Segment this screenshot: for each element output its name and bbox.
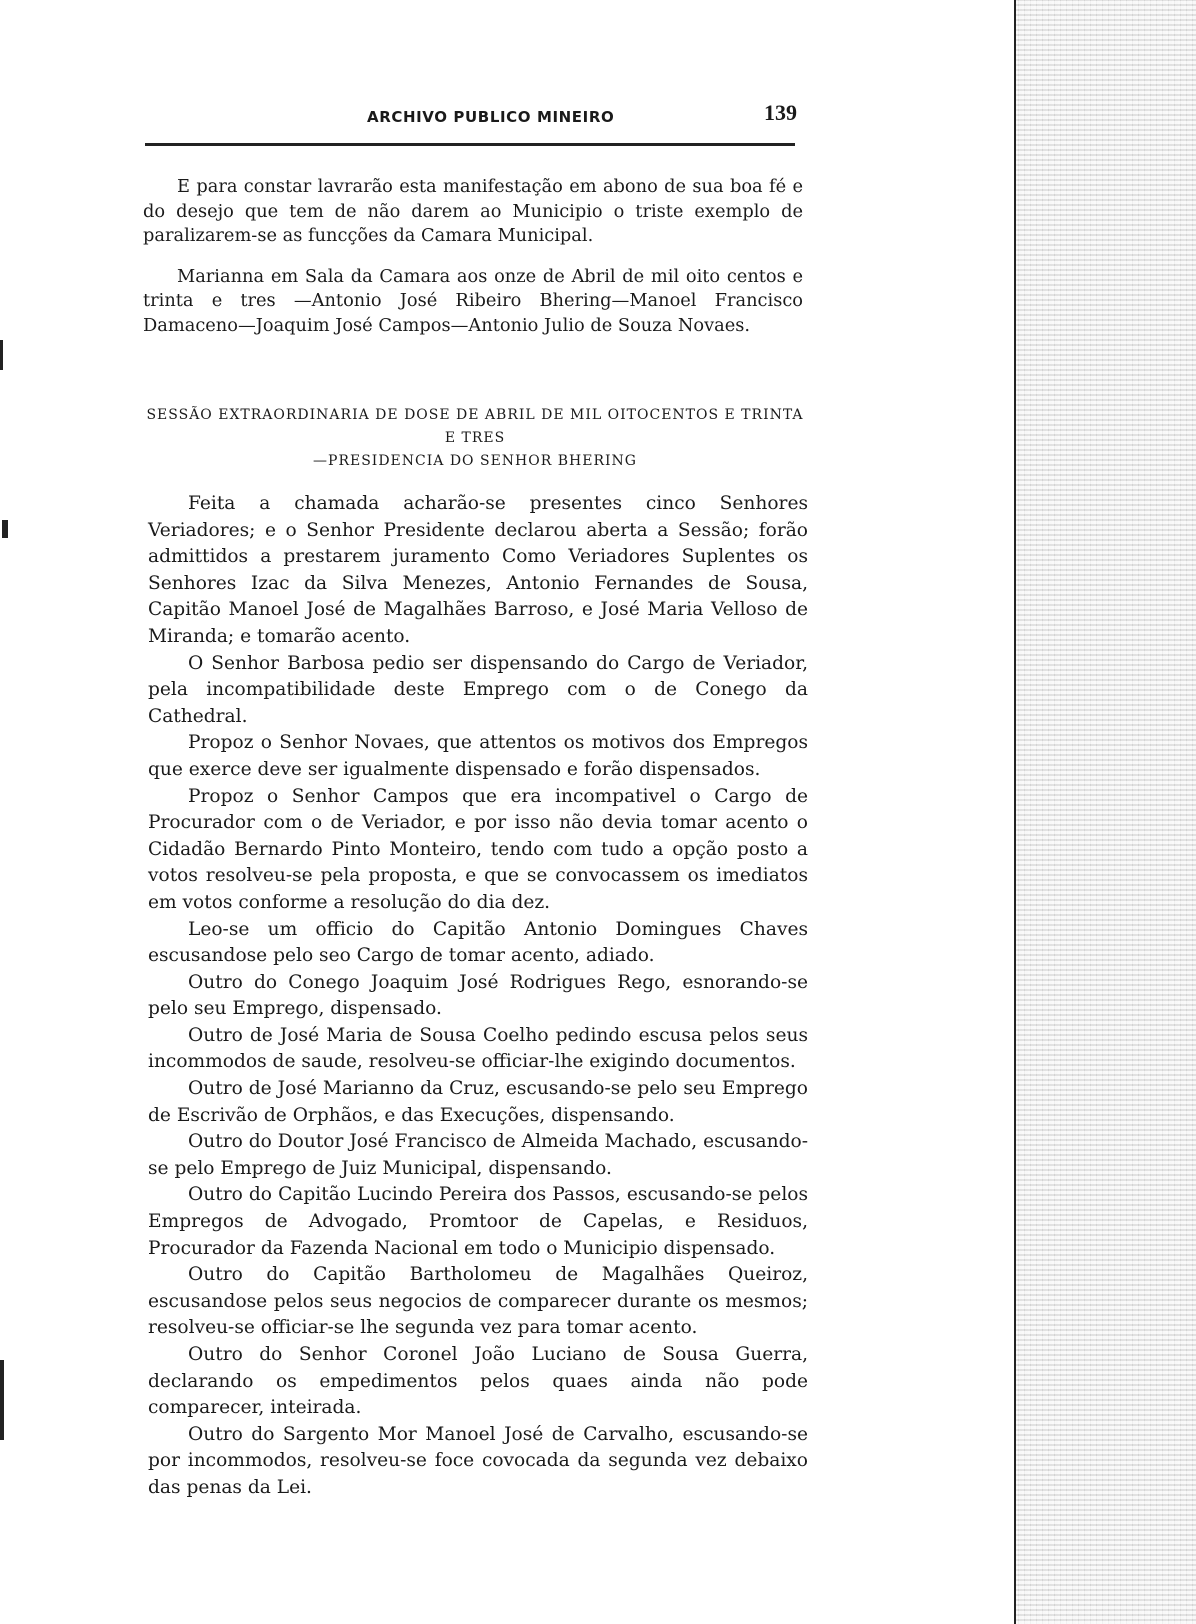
running-title: ARCHIVO PUBLICO MINEIRO xyxy=(367,108,615,126)
session-heading xyxy=(145,404,805,473)
intro-paragraph: E para constar lavrarão esta manifestação em abono de sua boa fé e do desejo que tem de não darem ao Municipio o triste exemplo de paralizarem-se as funcções da Camara Municipal. xyxy=(143,176,803,246)
page-number: 139 xyxy=(764,100,797,125)
session-heading-line: —PRESIDENCIA DO SENHOR BHERING xyxy=(313,453,637,469)
margin-mark xyxy=(0,1360,4,1440)
page-header xyxy=(145,100,825,130)
minutes-paragraph: Outro de José Maria de Sousa Coelho pedindo escusa pelos seus incommodos de saude, resolveu-se officiar-lhe exigindo documentos. xyxy=(148,1024,808,1073)
minutes-paragraph: Leo-se um officio do Capitão Antonio Domingues Chaves escusandose pelo seo Cargo de tomar acento, adiado. xyxy=(148,918,808,967)
session-heading-line: SESSÃO EXTRAORDINARIA DE DOSE DE ABRIL DE MIL OITOCENTOS E TRINTA E TRES xyxy=(146,407,804,446)
minutes-paragraph: Propoz o Senhor Campos que era incompativel o Cargo de Procurador com o de Veriador, e por isso não devia tomar acento o Cidadão Bernardo Pinto Monteiro, tendo com tudo a opção posto a votos resolveu-se pela proposta, e que se convocassem os imediatos em votos conforme a resolução do dia dez. xyxy=(148,785,808,913)
margin-mark xyxy=(2,520,8,538)
minutes-paragraph: Feita a chamada acharão-se presentes cinco Senhores Veriadores; e o Senhor Presidente declarou aberta a Sessão; forão admittidos a prestarem juramento Como Veriadores Suplentes os Senhores Izac da Silva Menezes, Antonio Fernandes de Sousa, Capitão Manoel José de Magalhães Barroso, e José Maria Velloso de Miranda; e tomarão acento. xyxy=(148,493,808,647)
scan-edge xyxy=(1014,0,1196,1624)
minutes-paragraph: Propoz o Senhor Novaes, que attentos os motivos dos Empregos que exerce deve ser igualmente dispensado e forão dispensados. xyxy=(148,732,808,780)
header-rule xyxy=(145,143,795,146)
minutes-paragraph: O Senhor Barbosa pedio ser dispensando do Cargo de Veriador, pela incompatibilidade deste Emprego com o de Conego da Cathedral. xyxy=(148,652,808,727)
minutes-paragraph: Outro do Sargento Mor Manoel José de Carvalho, escusando-se por incommodos, resolveu-se foce covocada da segunda vez debaixo das penas da Lei. xyxy=(148,1423,808,1498)
minutes-paragraph: Outro do Conego Joaquim José Rodrigues Rego, esnorando-se pelo seu Emprego, dispensado. xyxy=(148,971,808,1020)
minutes-paragraph: Outro de José Marianno da Cruz, escusando-se pelo seu Emprego de Escrivão de Orphãos, e das Execuções, dispensando. xyxy=(148,1078,808,1126)
intro-text xyxy=(143,175,803,338)
minutes-paragraph: Outro do Capitão Lucindo Pereira dos Passos, escusando-se pelos Empregos de Advogado, Promtoor de Capelas, e Residuos, Procurador da Fazenda Nacional em todo o Municipio dispensado. xyxy=(148,1184,808,1259)
minutes-paragraph: Outro do Doutor José Francisco de Almeida Machado, escusando-se pelo Emprego de Juiz Municipal, dispensando. xyxy=(148,1131,808,1179)
minutes-paragraph: Outro do Senhor Coronel João Luciano de Sousa Guerra, declarando os empedimentos pelos quaes ainda não pode comparecer, inteirada. xyxy=(148,1344,808,1419)
session-minutes xyxy=(148,491,808,1502)
intro-paragraph: Marianna em Sala da Camara aos onze de Abril de mil oito centos e trinta e tres —Antonio José Ribeiro Bhering—Manoel Francisco Damaceno—Joaquim José Campos—Antonio Julio de Souza Novaes. xyxy=(143,265,803,336)
minutes-paragraph: Outro do Capitão Bartholomeu de Magalhães Queiroz, escusandose pelos seus negocios de comparecer durante os mesmos; resolveu-se officiar-se lhe segunda vez para tomar acento. xyxy=(148,1264,808,1339)
margin-mark xyxy=(0,340,3,370)
